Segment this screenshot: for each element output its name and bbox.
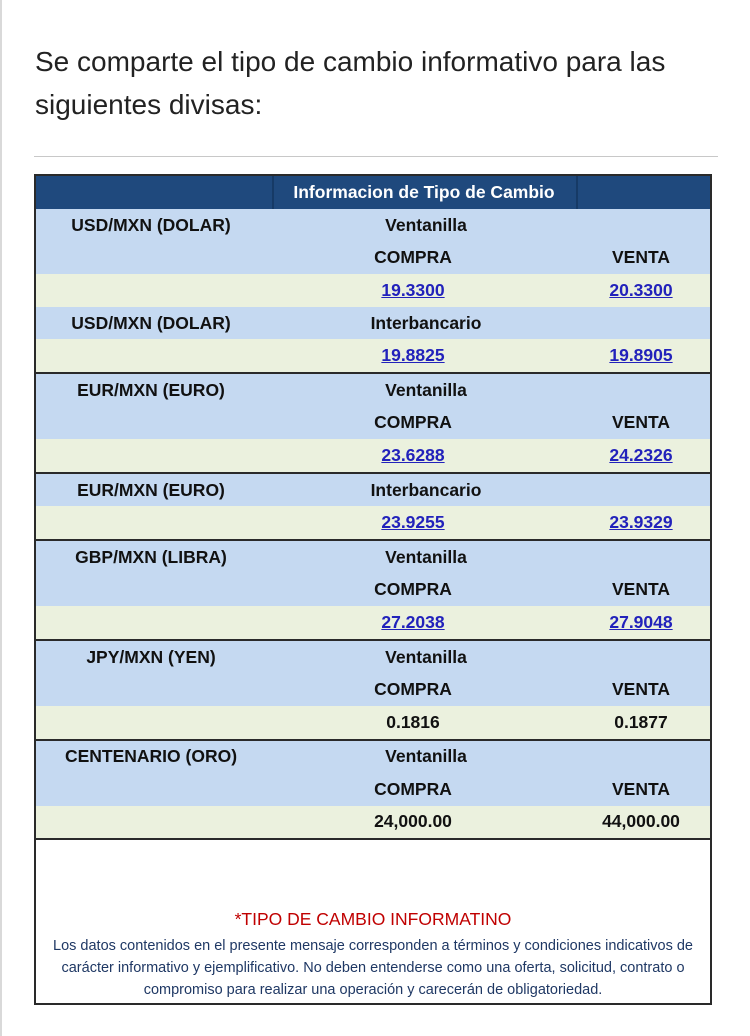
buy-rate-link[interactable]: 27.2038 <box>381 611 445 632</box>
rate-type: Interbancario <box>370 479 482 500</box>
sell-label: VENTA <box>611 412 670 433</box>
table-row <box>36 407 710 440</box>
table-row <box>36 706 710 741</box>
left-edge-rule <box>0 0 2 1036</box>
buy-label: COMPRA <box>374 579 452 600</box>
rate-type: Ventanilla <box>385 746 467 767</box>
sell-rate-link[interactable]: 24.2326 <box>609 444 673 465</box>
sell-label: VENTA <box>611 679 670 700</box>
table-row <box>36 374 710 407</box>
sell-rate-link[interactable]: 23.9329 <box>609 512 673 533</box>
buy-label: COMPRA <box>374 778 452 799</box>
sell-rate-link[interactable]: 20.3300 <box>609 279 673 300</box>
table-row <box>36 474 710 507</box>
rate-type: Ventanilla <box>385 546 467 567</box>
sell-label: VENTA <box>611 247 670 268</box>
sell-label: VENTA <box>611 579 670 600</box>
table-row <box>36 741 710 774</box>
buy-label: COMPRA <box>374 247 452 268</box>
currency-label: EUR/MXN (EURO) <box>77 479 225 500</box>
disclaimer-text: Los datos contenidos en el presente mensaje corresponden a términos y condiciones indicativos de carácter informativo y ejemplificativo. No deben entenderse como una oferta, solicitud, contrato o compromiso para realizar una operación y carecerán de obligatoriedad. <box>53 938 693 999</box>
currency-label: USD/MXN (DOLAR) <box>71 312 231 333</box>
rate-type: Ventanilla <box>385 379 467 400</box>
table-row <box>36 606 710 641</box>
currency-label: USD/MXN (DOLAR) <box>71 214 231 235</box>
table-title: Informacion de Tipo de Cambio <box>293 182 555 202</box>
divider <box>34 156 718 157</box>
table-row <box>36 307 710 340</box>
intro-text: Se comparte el tipo de cambio informativo para las siguientes divisas: <box>35 46 666 120</box>
buy-rate: 0.1816 <box>386 711 440 732</box>
table-row <box>36 209 710 242</box>
table-row <box>36 339 710 374</box>
table-row <box>36 806 710 841</box>
currency-label: EUR/MXN (EURO) <box>77 379 225 400</box>
rate-type: Ventanilla <box>385 214 467 235</box>
sell-rate: 0.1877 <box>614 711 668 732</box>
sell-label: VENTA <box>611 778 670 799</box>
sell-rate-link[interactable]: 27.9048 <box>609 611 673 632</box>
table-row <box>36 641 710 674</box>
disclaimer <box>36 840 710 1003</box>
currency-label: CENTENARIO (ORO) <box>64 746 238 767</box>
buy-rate: 24,000.00 <box>374 811 452 832</box>
table-row <box>36 673 710 706</box>
buy-rate-link[interactable]: 19.3300 <box>381 279 445 300</box>
buy-rate-link[interactable]: 19.8825 <box>381 345 445 366</box>
buy-rate-link[interactable]: 23.6288 <box>381 444 445 465</box>
table-row <box>36 506 710 541</box>
table-row <box>36 574 710 607</box>
table-row <box>36 274 710 307</box>
currency-label: GBP/MXN (LIBRA) <box>75 546 227 567</box>
currency-label: JPY/MXN (YEN) <box>86 646 216 667</box>
table-row <box>36 773 710 806</box>
buy-label: COMPRA <box>374 412 452 433</box>
table-row <box>36 541 710 574</box>
exchange-rate-table <box>34 174 712 1005</box>
rate-type: Interbancario <box>370 312 482 333</box>
sell-rate-link[interactable]: 19.8905 <box>609 345 673 366</box>
sell-rate: 44,000.00 <box>602 811 680 832</box>
disclaimer-title: *TIPO DE CAMBIO INFORMATINO <box>234 909 512 930</box>
table-row <box>36 439 710 474</box>
buy-label: COMPRA <box>374 679 452 700</box>
table-row <box>36 242 710 275</box>
table-header <box>36 176 710 209</box>
buy-rate-link[interactable]: 23.9255 <box>381 512 445 533</box>
rate-type: Ventanilla <box>385 646 467 667</box>
